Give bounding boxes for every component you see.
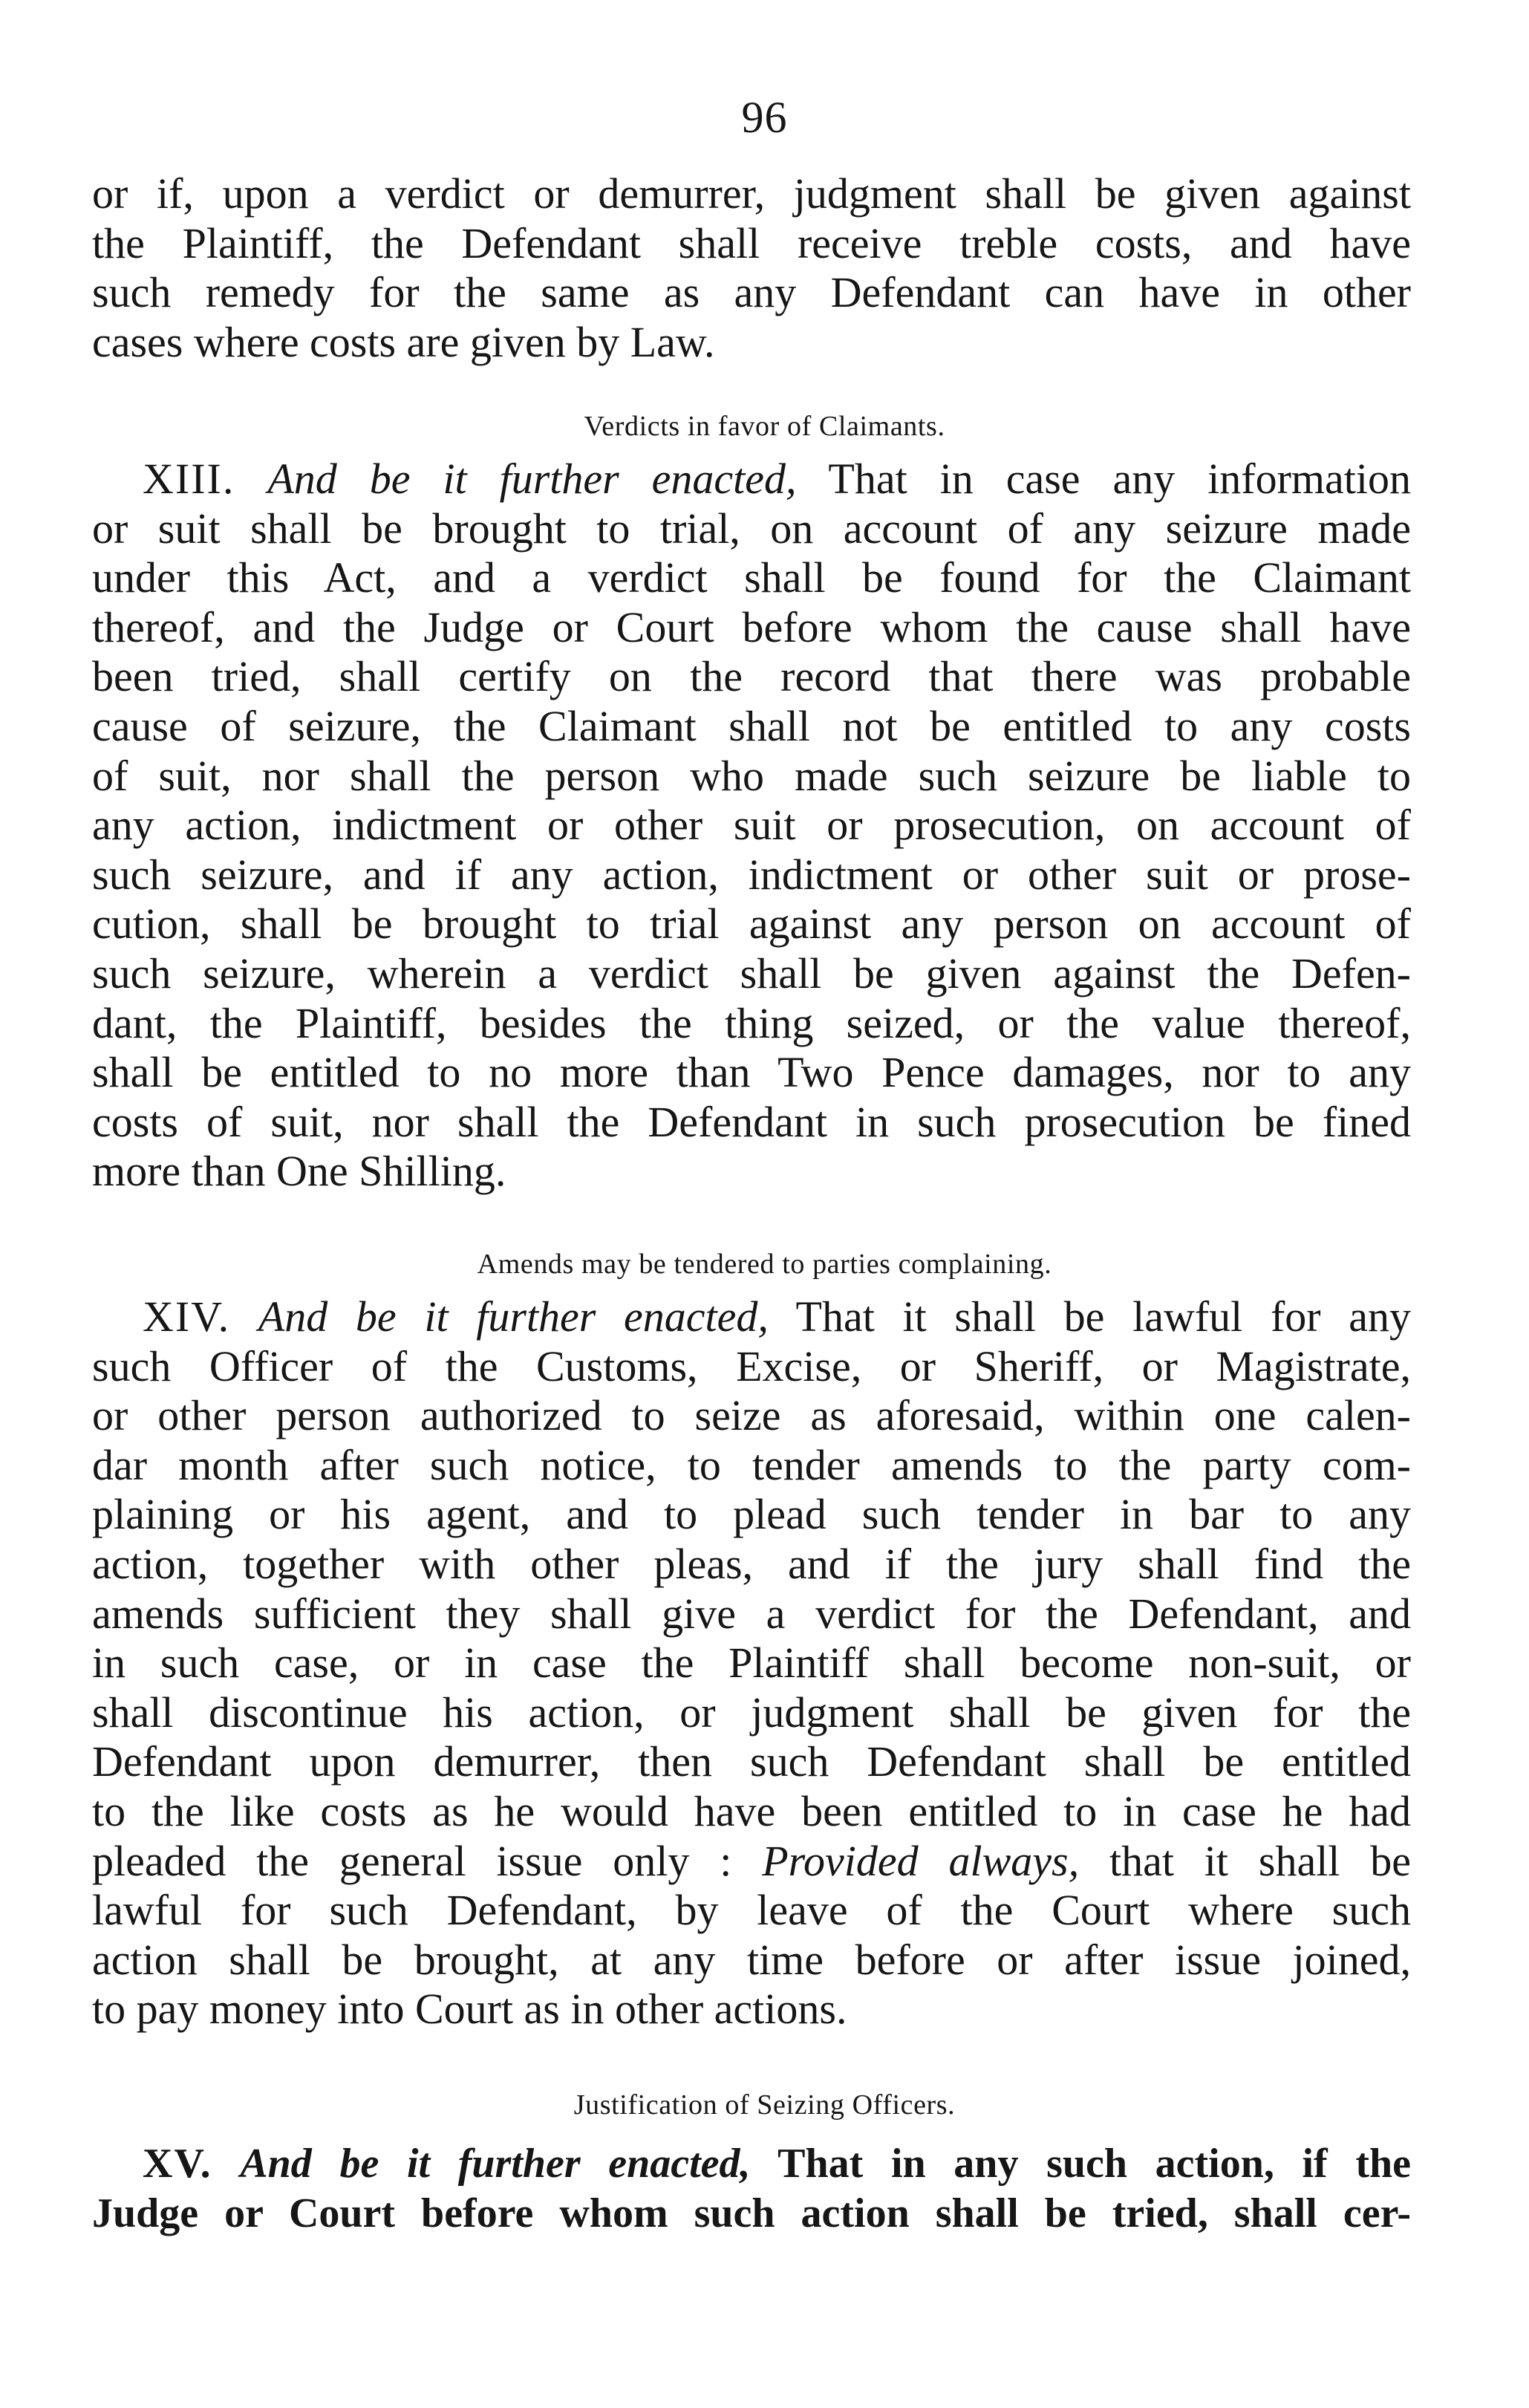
text-line: or if, upon a verdict or demurrer, judgment shall be given against <box>92 169 1411 218</box>
text-line: cause of seizure, the Claimant shall not be entitled to any costs <box>92 701 1411 750</box>
section-xiv <box>92 1292 1411 2034</box>
text-line: Defendant upon demurrer, then such Defendant shall be entitled <box>92 1737 1411 1786</box>
text-line: any action, indictment or other suit or prosecution, on account of <box>92 801 1411 850</box>
text-line: thereof, and the Judge or Court before whom the cause shall have <box>92 602 1411 651</box>
text-line: the Plaintiff, the Defendant shall receive treble costs, and have <box>92 218 1411 267</box>
text-line: such seizure, and if any action, indictment or other suit or prose- <box>92 850 1411 899</box>
sidenote-verdicts: Verdicts in favor of Claimants. <box>584 411 945 442</box>
section-xiii <box>92 455 1411 1197</box>
section-first-line: That in case any information <box>828 455 1412 503</box>
text-line: in such case, or in case the Plaintiff shall become non-suit, or <box>92 1639 1411 1688</box>
section-number: XIII. <box>143 455 235 503</box>
text-line: or suit shall be brought to trial, on account of any seizure made <box>92 504 1411 553</box>
text-line: to pay money into Court as in other actions. <box>92 1985 847 2034</box>
section-first-line: That it shall be lawful for any <box>795 1292 1412 1341</box>
text-line: of suit, nor shall the person who made such seizure be liable to <box>92 751 1411 800</box>
text-line: plaining or his agent, and to plead such tender in bar to any <box>92 1490 1411 1539</box>
sidenote-amends: Amends may be tendered to parties complaining. <box>477 1249 1052 1280</box>
text-line: Judge or Court before whom such action shall be tried, shall cer- <box>92 2190 1411 2236</box>
section-heading-line <box>92 1292 1411 1342</box>
proviso-line <box>92 1837 1411 1887</box>
sidenote-justification: Justification of Seizing Officers. <box>573 2089 956 2121</box>
section-heading-line <box>92 2139 1411 2189</box>
text-line: shall be entitled to no more than Two Pence damages, nor to any <box>92 1048 1411 1097</box>
text-line: cution, shall be brought to trial against any person on account of <box>92 899 1411 948</box>
page-number: 96 <box>741 93 788 142</box>
text-line: lawful for such Defendant, by leave of the Court where such <box>92 1886 1411 1935</box>
enacting-clause: And be it further enacted, <box>267 455 797 503</box>
enacting-clause: And be it further enacted, <box>240 2141 751 2187</box>
proviso-after: that it shall be <box>1109 1836 1412 1885</box>
opening-paragraph <box>92 169 1411 367</box>
enacting-clause: And be it further enacted, <box>258 1292 769 1341</box>
text-line: to the like costs as he would have been entitled to in case he had <box>92 1786 1411 1835</box>
section-heading-line <box>92 455 1411 504</box>
section-number: XV. <box>143 2141 212 2187</box>
text-line: costs of suit, nor shall the Defendant in such prosecution be fined <box>92 1097 1411 1146</box>
text-line: more than One Shilling. <box>92 1147 506 1196</box>
text-line: such remedy for the same as any Defendant can have in other <box>92 268 1411 317</box>
section-xv <box>92 2139 1411 2238</box>
section-first-line: That in any such action, if the <box>777 2141 1411 2187</box>
text-line: been tried, shall certify on the record that there was probable <box>92 652 1411 701</box>
text-line: or other person authorized to seize as aforesaid, within one calen- <box>92 1391 1411 1440</box>
text-line: action shall be brought, at any time before or after issue joined, <box>92 1935 1411 1984</box>
text-line: dar month after such notice, to tender amends to the party com- <box>92 1440 1411 1489</box>
text-line: amends sufficient they shall give a verdict for the Defendant, and <box>92 1589 1411 1638</box>
text-line: under this Act, and a verdict shall be found for the Claimant <box>92 553 1411 602</box>
text-line: cases where costs are given by Law. <box>92 317 715 366</box>
proviso-clause: Provided always, <box>762 1836 1080 1885</box>
section-number: XIV. <box>143 1292 231 1341</box>
text-line: dant, the Plaintiff, besides the thing seized, or the value thereof, <box>92 998 1411 1047</box>
text-line: shall discontinue his action, or judgment shall be given for the <box>92 1688 1411 1737</box>
text-line: action, together with other pleas, and if the jury shall find the <box>92 1539 1411 1588</box>
text-line: such Officer of the Customs, Excise, or Sheriff, or Magistrate, <box>92 1341 1411 1390</box>
proviso-before: pleaded the general issue only : <box>92 1836 732 1885</box>
text-line: such seizure, wherein a verdict shall be given against the Defen- <box>92 948 1411 998</box>
